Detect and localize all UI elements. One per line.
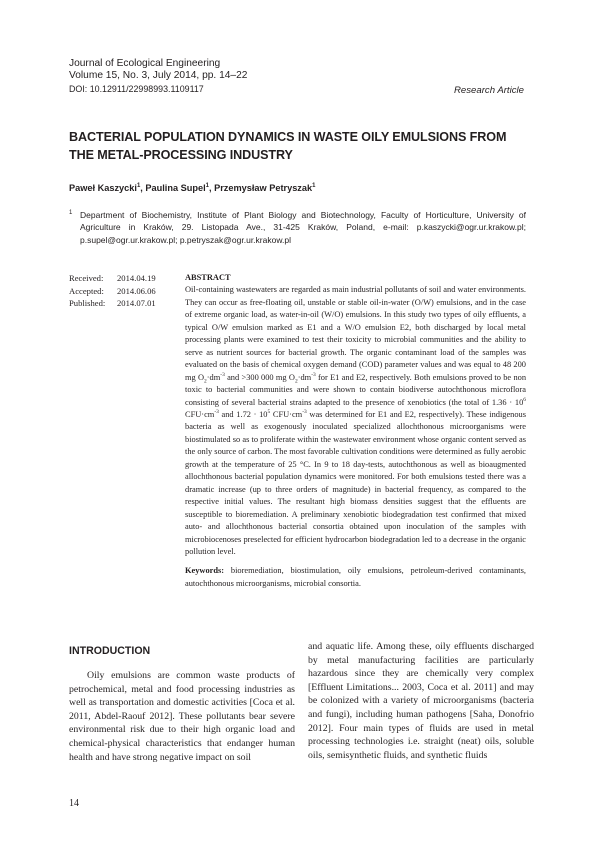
author-affiliation-mark: 1 (312, 182, 316, 189)
article-dates (69, 272, 181, 310)
paper-title-line2: THE METAL-PROCESSING INDUSTRY (69, 148, 293, 162)
author-name: Przemysław Petryszak (214, 183, 313, 193)
affiliation-text: Department of Biochemistry, Institute of Plant Biology and Biotechnology, Faculty of Horticulture, University of Agriculture in Kraków, 29. Listopada Ave., 31-425 Kraków, Poland, e-mail: p.kaszycki@ogr.ur.krakow.pl; p.supel@ogr.ur.krakow.pl; p.petryszak@ogr.ur.krakow.pl (80, 210, 526, 245)
author-affiliation-mark: 1 (136, 182, 141, 189)
date-label: Published: (69, 298, 106, 308)
journal-name: Journal of Ecological Engineering (69, 58, 221, 69)
date-value: 2014.06.06 (117, 285, 156, 296)
abstract-text: Oil-containing wastewaters are regarded as main industrial pollutants of soil and water environments. They can occur as free-floating oil, unstable or stable oil-in-water (O/W) emulsions, and in the case of extreme organic load, as water-in-oil (W/O) emulsions. In this study two types of oily effluents, a typical O/W emulsion marked as E1 and a W/O emulsion E2, both discharged by local metal processing plants were examined to test their toxicity to microbial communities and the ability to serve as nutrient sources for bacterial growth. The organic contaminant load of the samples was evaluated on the basis of chemical oxygen demand (COD) parameter values and was equal to 48 200 mg $O_2\cdot dm^{-3}$ and >300 000 mg $O_2\cdot dm^{-3}$ for E1 and E2, respectively. Both emulsions proved to be non toxic to bacterial communities and were shown to contain biodiverse autochthonous microflora consisting of several bacterial strains adapted to the presence of xenobiotics (the total of $1.36 \cdot 10^6$ $CFU\cdot cm^{-3}$ and $1.72 \cdot 10^5$ $CFU\cdot cm^{-3}$ was determined for E1 and E2, respectively). These indigenous bacteria as well as exogenously inoculated specialized allochthonous microorganisms were biostimulated so as to proliferate within the wastewater environment whose organic content served as the only source of carbon. The most favorable cultivation conditions were determined as fully aerobic growth at the temperature of 25 °C. In 9 to 18 day-tests, autochthonous as well as bioaugmented allochthonous bacterial population dynamics were monitored. For both emulsions tested there was a dramatic increase (up to three orders of magnitude) in bacterial frequency, as compared to the respective initial values. The resultant high biomass densities suggest that the effluents are susceptible to bioremediation. A preliminary xenobiotic biodegradation test confirmed that mixed auto- and allochthonous bacterial consortia obtained upon inoculation of the samples with microbiocenoses preselected for efficient hydrocarbon biodegradation led to a decrease in the organic pollution level. (185, 285, 527, 556)
keywords-label: Keywords: (185, 566, 225, 576)
date-value: 2014.07.01 (117, 298, 156, 308)
author-list: Paweł Kaszycki$^1$, Paulina Supel$^1$, Przemysław Petryszak$^1$ (69, 182, 316, 193)
date-received (69, 272, 181, 285)
body-column-right (308, 640, 534, 762)
date-accepted (69, 285, 181, 298)
keywords-text: bioremediation, biostimulation, oily emulsions, petroleum-derived contaminants, autochthonous microorganisms, microbial consortia. (185, 566, 526, 588)
keywords (185, 565, 526, 590)
journal-doi: DOI: 10.12911/22998993.1109117 (69, 83, 204, 94)
paper-title-line1: BACTERIAL POPULATION DYNAMICS IN WASTE OILY EMULSIONS FROM (69, 130, 507, 144)
affiliation (69, 209, 526, 246)
author-name: Paulina Supel (145, 183, 206, 193)
body-paragraph: and aquatic life. Among these, oily effluents discharged by metal manufacturing facilities are particularly hazardous since they are chemically very complex [Effluent Limitations... 2003, Coca et al. 2011] and may be colonized with a variety of microorganisms (bacteria and fungi), including human pathogens [Saha, Donofrio 2012]. Four main types of fluids are used in metal processing technologies i.e. straight (neat) oils, soluble oils, semisynthetic fluids, and synthetic fluids (308, 641, 534, 761)
date-label: Accepted: (69, 285, 104, 296)
body-paragraph: Oily emulsions are common waste products of petrochemical, metal and food processing industries as well as transportation and domestic activities [Coca et al. 2011, Abdel-Raouf 2012]. These pollutants bear severe environmental risk due to their high organic load and chemical-physical characteristics that endanger human health and have strong negative impact on soil (69, 670, 295, 763)
section-heading-introduction: INTRODUCTION (69, 645, 151, 657)
date-label: Received: (69, 273, 104, 283)
page-number: 14 (69, 798, 79, 809)
date-published (69, 297, 181, 310)
author-name: Paweł Kaszycki (69, 183, 137, 193)
abstract-heading: ABSTRACT (185, 273, 231, 282)
article-type: Research Article (453, 85, 524, 96)
body-column-left (69, 669, 295, 764)
date-value: 2014.04.19 (117, 273, 156, 283)
abstract-section (185, 272, 526, 590)
journal-volume: Volume 15, No. 3, July 2014, pp. 14–22 (69, 70, 248, 82)
author-affiliation-mark: 1 (205, 182, 209, 189)
affiliation-mark: 1 (69, 210, 73, 216)
paper-title (69, 128, 539, 164)
